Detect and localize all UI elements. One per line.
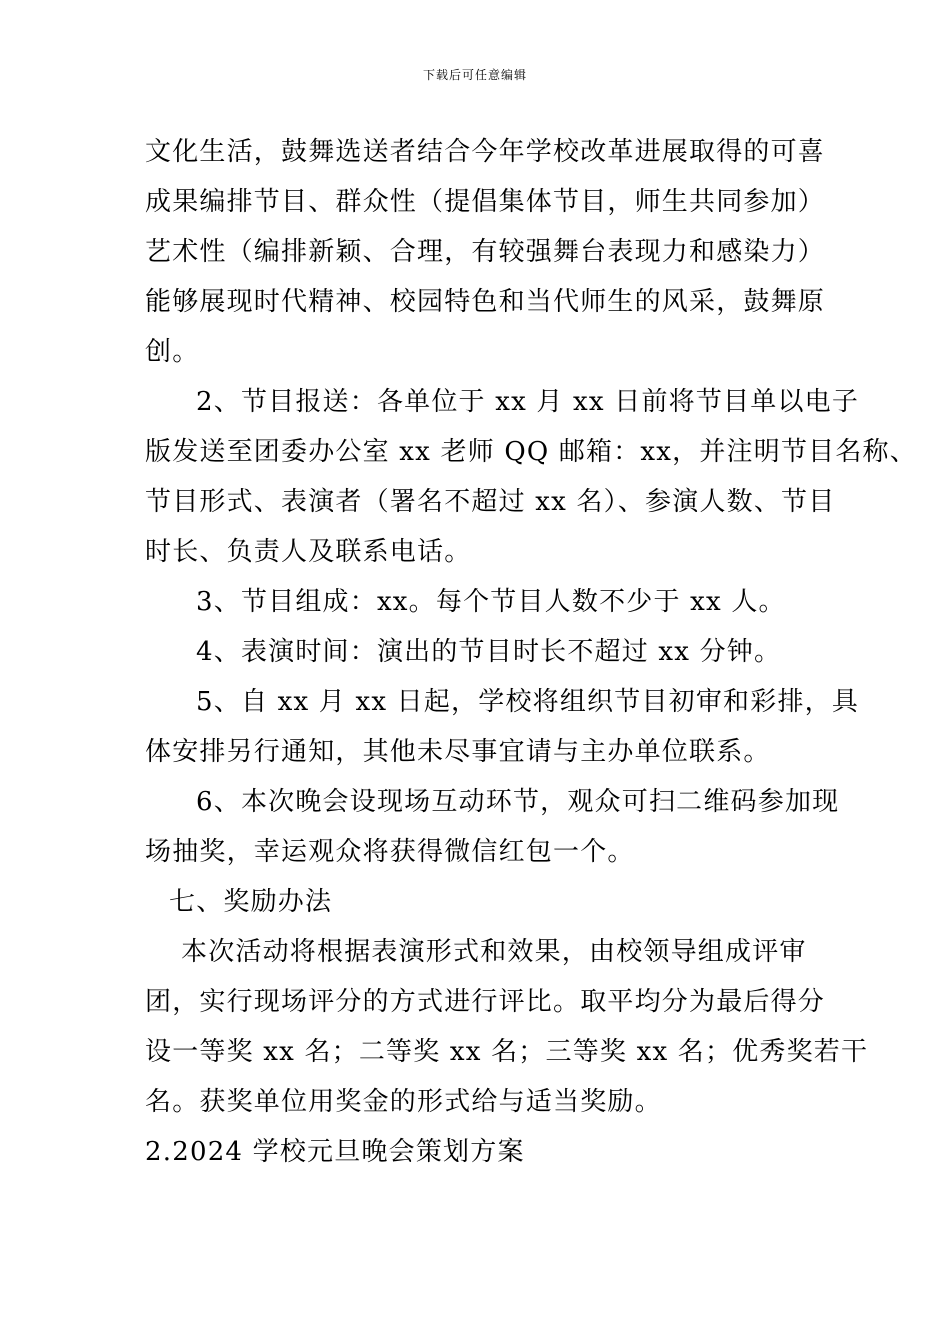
paragraph-line: 体安排另行通知，其他未尽事宜请与主办单位联系。 [145,737,771,767]
list-item-4: 4、表演时间：演出的节目时长不超过 xx 分钟。 [196,637,782,667]
document-body [145,127,917,1177]
paragraph-line: 时长、负责人及联系电话。 [145,537,472,567]
paragraph-line: 团，实行现场评分的方式进行评比。取平均分为最后得分 [145,987,826,1017]
section-heading: 七、奖励办法 [169,887,333,917]
list-item-2: 2、节目报送：各单位于 xx 月 xx 日前将节目单以电子 [196,387,860,417]
paragraph-line: 本次活动将根据表演形式和效果，由校领导组成评审 [181,937,807,967]
header-note: 下载后可任意编辑 [422,68,527,82]
paragraph-line: 名。获奖单位用奖金的形式给与适当奖励。 [145,1087,662,1117]
paragraph-line: 设一等奖 xx 名；二等奖 xx 名；三等奖 xx 名；优秀奖若干 [145,1037,869,1067]
list-item-6: 6、本次晚会设现场互动环节，观众可扫二维码参加现 [196,787,840,817]
list-item-5: 5、自 xx 月 xx 日起，学校将组织节目初审和彩排，具 [196,687,860,717]
paragraph-line: 场抽奖，幸运观众将获得微信红包一个。 [145,837,635,867]
paragraph-line: 文化生活，鼓舞选送者结合今年学校改革进展取得的可喜 [145,137,826,167]
paragraph-line: 能够展现时代精神、校园特色和当代师生的风采，鼓舞原 [145,287,826,317]
paragraph-line: 艺术性（编排新颖、合理，有较强舞台表现力和感染力） [145,237,826,267]
paragraph-line: 版发送至团委办公室 xx 老师 QQ 邮箱：xx，并注明节目名称、 [145,437,917,467]
paragraph-line: 创。 [145,337,200,367]
paragraph-line: 成果编排节目、群众性（提倡集体节目，师生共同参加） [145,187,826,217]
document-heading: 2.2024 学校元旦晚会策划方案 [145,1137,525,1167]
paragraph-line: 节目形式、表演者（署名不超过 xx 名）、参演人数、节目 [145,487,836,517]
list-item-3: 3、节目组成：xx。每个节目人数不少于 xx 人。 [196,587,786,617]
